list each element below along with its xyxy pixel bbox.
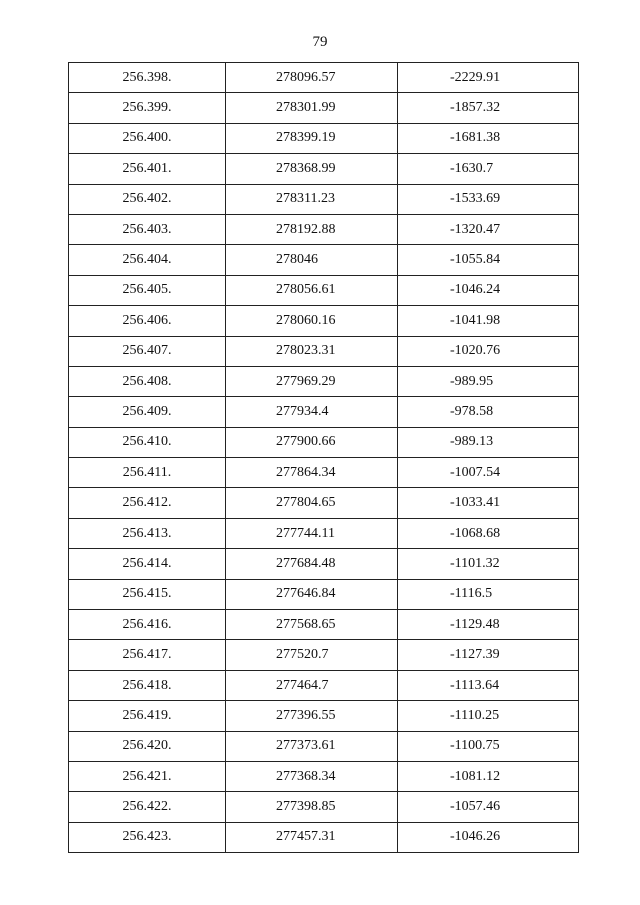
point-number-cell: 256.418. [69,670,226,700]
point-number-cell: 256.414. [69,549,226,579]
x-coordinate-cell: 277864.34 [226,458,398,488]
y-coordinate-cell: -1007.54 [398,458,579,488]
point-number-cell: 256.415. [69,579,226,609]
point-number-cell: 256.407. [69,336,226,366]
y-coordinate-cell: -1320.47 [398,214,579,244]
coordinates-table [68,62,579,853]
x-coordinate-cell: 277457.31 [226,822,398,852]
y-coordinate-cell: -1110.25 [398,701,579,731]
x-coordinate-cell: 277520.7 [226,640,398,670]
table-row [69,579,579,609]
table-row [69,275,579,305]
point-number-cell: 256.422. [69,792,226,822]
table-row [69,336,579,366]
page-number: 79 [312,34,328,50]
x-coordinate-cell: 277568.65 [226,610,398,640]
point-number-cell: 256.406. [69,306,226,336]
x-coordinate-cell: 278056.61 [226,275,398,305]
y-coordinate-cell: -1046.24 [398,275,579,305]
x-coordinate-cell: 277646.84 [226,579,398,609]
y-coordinate-cell: -1057.46 [398,792,579,822]
table-row [69,640,579,670]
point-number-cell: 256.420. [69,731,226,761]
y-coordinate-cell: -1630.7 [398,154,579,184]
y-coordinate-cell: -1081.12 [398,761,579,791]
point-number-cell: 256.403. [69,214,226,244]
table-row [69,306,579,336]
table-row [69,123,579,153]
table-row [69,731,579,761]
x-coordinate-cell: 277396.55 [226,701,398,731]
point-number-cell: 256.399. [69,93,226,123]
table-row [69,701,579,731]
table-row [69,518,579,548]
table-row [69,245,579,275]
x-coordinate-cell: 277398.85 [226,792,398,822]
x-coordinate-cell: 277373.61 [226,731,398,761]
x-coordinate-cell: 278023.31 [226,336,398,366]
table-row [69,670,579,700]
y-coordinate-cell: -1127.39 [398,640,579,670]
table-row [69,93,579,123]
point-number-cell: 256.412. [69,488,226,518]
x-coordinate-cell: 278046 [226,245,398,275]
point-number-cell: 256.417. [69,640,226,670]
table-row [69,792,579,822]
point-number-cell: 256.408. [69,366,226,396]
x-coordinate-cell: 278060.16 [226,306,398,336]
y-coordinate-cell: -1020.76 [398,336,579,366]
y-coordinate-cell: -989.95 [398,366,579,396]
table-row [69,184,579,214]
point-number-cell: 256.409. [69,397,226,427]
x-coordinate-cell: 278311.23 [226,184,398,214]
x-coordinate-cell: 278368.99 [226,154,398,184]
point-number-cell: 256.401. [69,154,226,184]
y-coordinate-cell: -1055.84 [398,245,579,275]
x-coordinate-cell: 278301.99 [226,93,398,123]
x-coordinate-cell: 277969.29 [226,366,398,396]
table-row [69,214,579,244]
point-number-cell: 256.402. [69,184,226,214]
x-coordinate-cell: 278096.57 [226,63,398,93]
point-number-cell: 256.405. [69,275,226,305]
y-coordinate-cell: -1041.98 [398,306,579,336]
point-number-cell: 256.411. [69,458,226,488]
point-number-cell: 256.398. [69,63,226,93]
y-coordinate-cell: -1113.64 [398,670,579,700]
table-row [69,366,579,396]
table-row [69,154,579,184]
table-row [69,822,579,852]
table-row [69,761,579,791]
x-coordinate-cell: 277368.34 [226,761,398,791]
point-number-cell: 256.419. [69,701,226,731]
y-coordinate-cell: -1101.32 [398,549,579,579]
point-number-cell: 256.404. [69,245,226,275]
x-coordinate-cell: 277744.11 [226,518,398,548]
table-row [69,610,579,640]
x-coordinate-cell: 277934.4 [226,397,398,427]
x-coordinate-cell: 277684.48 [226,549,398,579]
x-coordinate-cell: 277464.7 [226,670,398,700]
x-coordinate-cell: 278192.88 [226,214,398,244]
table-row [69,397,579,427]
y-coordinate-cell: -2229.91 [398,63,579,93]
point-number-cell: 256.413. [69,518,226,548]
y-coordinate-cell: -1533.69 [398,184,579,214]
y-coordinate-cell: -1857.32 [398,93,579,123]
table-body [69,63,579,853]
y-coordinate-cell: -1046.26 [398,822,579,852]
y-coordinate-cell: -1033.41 [398,488,579,518]
y-coordinate-cell: -978.58 [398,397,579,427]
point-number-cell: 256.400. [69,123,226,153]
table-row [69,427,579,457]
y-coordinate-cell: -1116.5 [398,579,579,609]
point-number-cell: 256.410. [69,427,226,457]
table-row [69,488,579,518]
point-number-cell: 256.421. [69,761,226,791]
point-number-cell: 256.423. [69,822,226,852]
table-row [69,549,579,579]
y-coordinate-cell: -1129.48 [398,610,579,640]
y-coordinate-cell: -1100.75 [398,731,579,761]
x-coordinate-cell: 277804.65 [226,488,398,518]
x-coordinate-cell: 277900.66 [226,427,398,457]
table-row [69,458,579,488]
x-coordinate-cell: 278399.19 [226,123,398,153]
y-coordinate-cell: -1681.38 [398,123,579,153]
y-coordinate-cell: -1068.68 [398,518,579,548]
table-row [69,63,579,93]
y-coordinate-cell: -989.13 [398,427,579,457]
point-number-cell: 256.416. [69,610,226,640]
